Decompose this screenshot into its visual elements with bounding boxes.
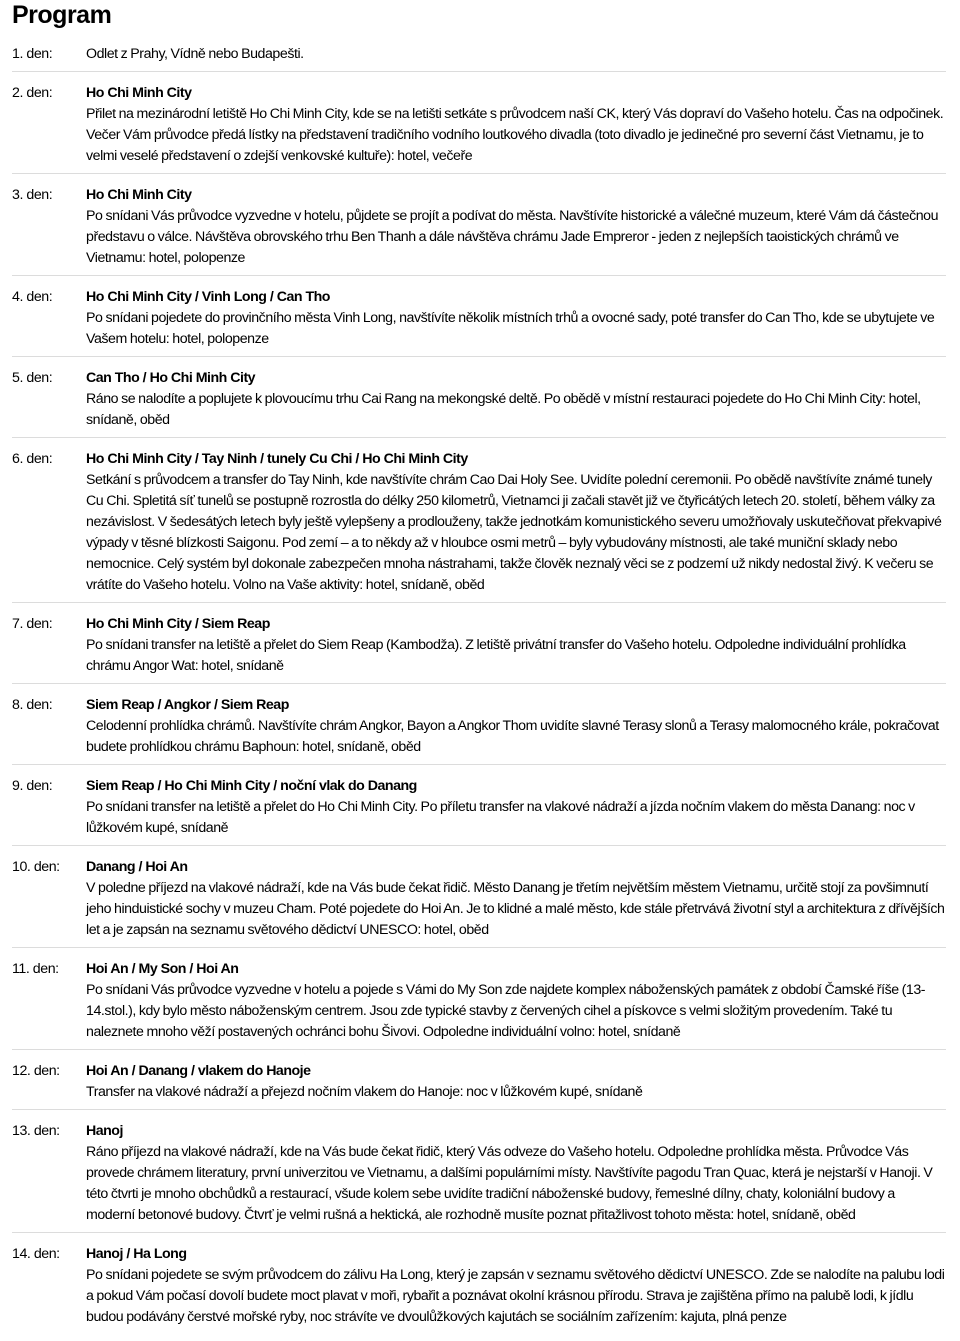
day-heading: Danang / Hoi An [86, 859, 188, 875]
day-label: 9. den: [12, 778, 53, 794]
day-body [86, 287, 946, 350]
itinerary-list [12, 44, 946, 1334]
day-description: Ráno příjezd na vlakové nádraží, kde na Vás bude čekat řidič, který Vás odveze do Vašeho hotelu. Odpoledne prohlídka města. Průvodce Vás provede chrámem literatury, první univerzitou ve Vietnamu, a dalšími populárními místy. Navštívíte pagodu Tran Quac, která je nejstarší v Hanoji. V této čtvrti je mnoho obchůdků a restaurací, všude kolem sebe uvidíte tradiční náboženské budovy, řemeslné dílny, chaty, koloniální budovy a moderní betonové budovy. Čtvrť je velmi rušná a hektická, ale rozhodně musíte poznat přitažlivost tohoto města: hotel, snídaně, oběd [86, 1144, 933, 1223]
day-body [86, 83, 946, 167]
day-description: Po snídani Vás průvodce vyzvedne v hotelu, půjdete se projít a podívat do města. Navštívíte historické a válečné muzeum, které Vám dá částečnou představu o válce. Návštěva obrovského trhu Ben Thanh a dále návštěva chrámu Jade Empreror - jeden z nejlepších taoistických chrámů ve Vietnamu: hotel, polopenze [86, 208, 939, 266]
day-body [86, 857, 946, 941]
day-label: 3. den: [12, 187, 53, 203]
itinerary-day [12, 857, 946, 948]
day-description: Setkání s průvodcem a transfer do Tay Ninh, kde navštívíte chrám Cao Dai Holy See. Uvidíte polední ceremonii. Po obědě navštívíte známé tunely Cu Chi. Spletitá síť tunelů se postupně rozrostla do délky 250 kilometrů, Vietnamci ji začali stavět již ve čtyřicátých letech 20. století, během války za nezávislost. V šedesátých letech byly ještě vylepšeny a prodlouženy, takže jednotkám komunistického severu umožňovaly uskutečňovat překvapivé výpady v těsné blízkosti Saigonu. Pod zemí – a to někdy až v hloubce osmi metrů – byly vybudovány místnosti, ale také muniční sklady nebo nemocnice. Celý systém byl dokonale zabezpečen mnoha nástrahami, takže člověk neznalý věci se z podzemí už nikdy nedostal živý. K večeru se vrátíte do Vašeho hotelu. Volno na Vaše aktivity: hotel, snídaně, oběd [86, 472, 942, 593]
day-body [86, 44, 946, 65]
day-label: 14. den: [12, 1246, 60, 1262]
day-description: Po snídani transfer na letiště a přelet do Ho Chi Minh City. Po příletu transfer na vlakové nádraží a jízda nočním vlakem do města Danang: noc v lůžkovém kupé, snídaně [86, 799, 915, 836]
day-heading: Can Tho / Ho Chi Minh City [86, 370, 256, 386]
itinerary-day [12, 1244, 946, 1334]
day-description: Po snídani pojedete se svým průvodcem do zálivu Ha Long, který je zapsán v seznamu světového dědictví UNESCO. Zde se nalodíte na palubu lodi a pokud Vám počasí dovolí budete moct plavat v moři, rybařit a poznávat okolní krásnou přírodu. Strava je zajištěna přímo na palubě lodi, k jídlu budou podávány čerstvé mořské ryby, noc strávíte ve dvoulůžkových kajutách se sociálním zařízením: kajuta, plná penze [86, 1267, 945, 1325]
day-body [86, 368, 946, 431]
day-label: 2. den: [12, 85, 53, 101]
day-body [86, 185, 946, 269]
day-label: 10. den: [12, 859, 60, 875]
day-label: 4. den: [12, 289, 53, 305]
day-heading: Ho Chi Minh City / Vinh Long / Can Tho [86, 289, 330, 305]
itinerary-day [12, 959, 946, 1050]
day-description: Přilet na mezinárodní letiště Ho Chi Minh City, kde se na letišti setkáte s průvodcem naší CK, který Vás dopraví do Vašeho hotelu. Čas na odpočinek. Večer Vám průvodce předá lístky na představení tradičního vodního loutkového divadla (toto divadlo je jedinečné pro severní část Vietnamu, je to velmi veselé představení o zdejší venkovské kultuře): hotel, večeře [86, 106, 944, 164]
day-label: 7. den: [12, 616, 53, 632]
itinerary-day [12, 776, 946, 846]
day-heading: Ho Chi Minh City / Tay Ninh / tunely Cu Chi / Ho Chi Minh City [86, 451, 468, 467]
day-label: 8. den: [12, 697, 53, 713]
itinerary-day [12, 44, 946, 72]
day-description: Po snídani Vás průvodce vyzvedne v hotelu a pojede s Vámi do My Son zde najdete komplex náboženských památek z období Čamské říše (13-14.stol.), kdy bylo město náboženským centrem. Jsou zde typické stavby z červených cihel a pískovce s velmi složitým provedením. Také tu naleznete mnoho věží postavených ochránci bohu Šivovi. Odpoledne individuální volno: hotel, snídaně [86, 982, 926, 1040]
day-body [86, 1244, 946, 1328]
day-body [86, 614, 946, 677]
day-heading: Hoi An / Danang / vlakem do Hanoje [86, 1063, 311, 1079]
day-label: 6. den: [12, 451, 53, 467]
day-heading: Ho Chi Minh City / Siem Reap [86, 616, 270, 632]
day-label: 5. den: [12, 370, 53, 386]
day-description: V poledne příjezd na vlakové nádraží, kde na Vás bude čekat řidič. Město Danang je třetím největším městem Vietnamu, určitě stojí za povšimnutí jeho hinduistické sochy v muzeu Cham. Poté pojedete do Hoi An. Je to klidné a malé město, kde stále přetrvává životní styl a architektura z dřívějších let a je zapsán na seznamu světového dědictví UNESCO: hotel, oběd [86, 880, 945, 938]
day-body [86, 959, 946, 1043]
day-label: 13. den: [12, 1123, 60, 1139]
page-title: Program [12, 1, 112, 29]
day-description: Odlet z Prahy, Vídně nebo Budapešti. [86, 46, 304, 62]
itinerary-day [12, 368, 946, 438]
day-heading: Siem Reap / Ho Chi Minh City / noční vlak do Danang [86, 778, 417, 794]
day-heading: Ho Chi Minh City [86, 85, 192, 101]
day-description: Po snídani transfer na letiště a přelet do Siem Reap (Kambodža). Z letiště privátní transfer do Vašeho hotelu. Odpoledne individuální prohlídka chrámu Angor Wat: hotel, snídaně [86, 637, 906, 674]
day-label: 11. den: [12, 961, 59, 977]
day-description: Po snídani pojedete do provinčního města Vinh Long, navštívíte několik místních trhů a ovocné sady, poté transfer do Can Tho, kde se ubytujete ve Vašem hotelu: hotel, polopenze [86, 310, 935, 347]
day-heading: Hoi An / My Son / Hoi An [86, 961, 239, 977]
itinerary-day [12, 287, 946, 357]
day-description: Celodenní prohlídka chrámů. Navštívíte chrám Angkor, Bayon a Angkor Thom uvidíte slavné Terasy slonů a Terasy malomocného krále, pokračovat budete prohlídkou chrámu Baphoun: hotel, snídaně, oběd [86, 718, 939, 755]
day-body [86, 449, 946, 596]
itinerary-day [12, 83, 946, 174]
day-heading: Ho Chi Minh City [86, 187, 192, 203]
day-heading: Hanoj [86, 1123, 123, 1139]
day-label: 12. den: [12, 1063, 60, 1079]
itinerary-day [12, 695, 946, 765]
day-body [86, 695, 946, 758]
itinerary-day [12, 1121, 946, 1233]
day-description: Ráno se nalodíte a poplujete k plovoucímu trhu Cai Rang na mekongské deltě. Po obědě v místní restauraci pojedete do Ho Chi Minh City: hotel, snídaně, oběd [86, 391, 921, 428]
itinerary-day [12, 1061, 946, 1110]
day-heading: Hanoj / Ha Long [86, 1246, 187, 1262]
day-heading: Siem Reap / Angkor / Siem Reap [86, 697, 289, 713]
day-description: Transfer na vlakové nádraží a přejezd nočním vlakem do Hanoje: noc v lůžkovém kupé, snídaně [86, 1084, 643, 1100]
itinerary-day [12, 614, 946, 684]
day-body [86, 1121, 946, 1226]
day-body [86, 1061, 946, 1103]
itinerary-day [12, 185, 946, 276]
itinerary-day [12, 449, 946, 603]
day-body [86, 776, 946, 839]
day-label: 1. den: [12, 46, 53, 62]
